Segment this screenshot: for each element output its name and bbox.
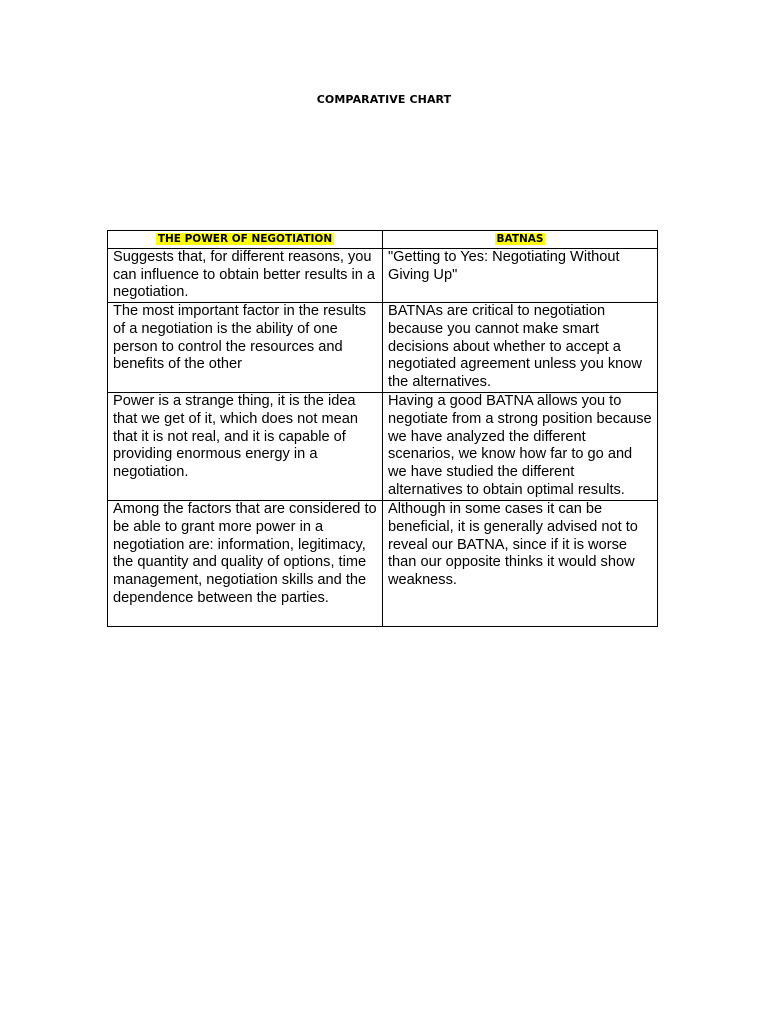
cell-batna: BATNAs are critical to negotiation because you cannot make smart decisions about whether to accept a negotiated agreement unless you know the alternatives. bbox=[383, 303, 658, 393]
cell-power: Among the factors that are considered to be able to grant more power in a negotiation are: information, legitimacy, the quantity and quality of options, time management, negotiation skills and the dependence between the parties. bbox=[108, 501, 383, 627]
table-row bbox=[108, 249, 658, 303]
cell-power: The most important factor in the results of a negotiation is the ability of one person to control the resources and benefits of the other bbox=[108, 303, 383, 393]
table-row bbox=[108, 303, 658, 393]
cell-batna: Having a good BATNA allows you to negotiate from a strong position because we have analyzed the different scenarios, we know how far to go and we have studied the different alternatives to obtain optimal results. bbox=[383, 393, 658, 501]
table-row bbox=[108, 501, 658, 627]
cell-batna: "Getting to Yes: Negotiating Without Giving Up" bbox=[383, 249, 658, 303]
table-row bbox=[108, 393, 658, 501]
header-highlight: BATNAS bbox=[496, 233, 544, 245]
cell-batna: Although in some cases it can be beneficial, it is generally advised not to reveal our BATNA, since if it is worse than our opposite thinks it would show weakness. bbox=[383, 501, 658, 627]
header-highlight: THE POWER OF NEGOTIATION bbox=[157, 233, 333, 245]
page-title: COMPARATIVE CHART bbox=[316, 93, 452, 106]
cell-power: Power is a strange thing, it is the idea that we get of it, which does not mean that it is not real, and it is capable of providing enormous energy in a negotiation. bbox=[108, 393, 383, 501]
comparative-table bbox=[107, 230, 658, 627]
table-header-row bbox=[108, 231, 658, 249]
cell-power: Suggests that, for different reasons, you can influence to obtain better results in a negotiation. bbox=[108, 249, 383, 303]
header-batnas bbox=[383, 231, 658, 249]
header-power-of-negotiation bbox=[108, 231, 383, 249]
